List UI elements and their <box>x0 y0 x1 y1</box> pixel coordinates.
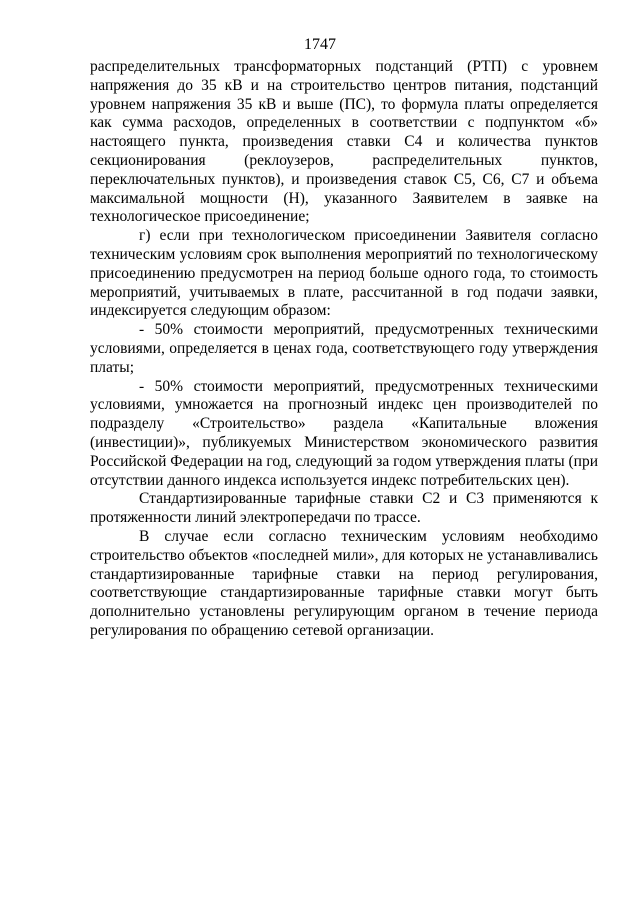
page-number: 1747 <box>304 36 336 53</box>
paragraph-bullet-second: - 50% стоимости мероприятий, предусмотренных техническими условиями, умножается на прогнозный индекс цен производителей по подразделу «Строительство» раздела «Капитальные вложения (инвестиции)», публикуемых Министерством экономического развития Российской Федерации на год, следующий за годом утверждения платы (при отсутствии данного индекса используется индекс потребительских цен). <box>90 377 598 489</box>
document-body <box>90 58 598 641</box>
paragraph-bullet-first: - 50% стоимости мероприятий, предусмотренных техническими условиями, определяется в ценах года, соответствующего году утверждения платы; <box>90 321 598 376</box>
paragraph-continuation: распределительных трансформаторных подстанций (РТП) с уровнем напряжения до 35 кВ и на строительство центров питания, подстанций уровнем напряжения 35 кВ и выше (ПС), то формула платы определяется как сумма расходов, определенных в соответствии с подпунктом «б» настоящего пункта, произведения ставки С4 и количества пунктов секционирования (реклоузеров, распределительных пунктов, переключательных пунктов), и произведения ставок С5, С6, С7 и объема максимальной мощности (Н), указанного Заявителем в заявке на технологическое присоединение; <box>90 58 598 226</box>
paragraph-item-g: г) если при технологическом присоединении Заявителя согласно техническим условиям срок выполнения мероприятий по технологическому присоединению предусмотрен на период больше одного года, то стоимость мероприятий, учитываемых в плате, рассчитанной в год подачи заявки, индексируется следующим образом: <box>90 227 598 320</box>
paragraph-last-mile: В случае если согласно техническим условиям необходимо строительство объектов «последней мили», для которых не устанавливались стандартизированные тарифные ставки на период регулирования, соответствующие стандартизированные тарифные ставки могут быть дополнительно установлены регулирующим органом в течение периода регулирования по обращению сетевой организации. <box>90 527 598 639</box>
paragraph-rates-c2-c3: Стандартизированные тарифные ставки С2 и С3 применяются к протяженности линий электропередачи по трассе. <box>90 490 598 527</box>
